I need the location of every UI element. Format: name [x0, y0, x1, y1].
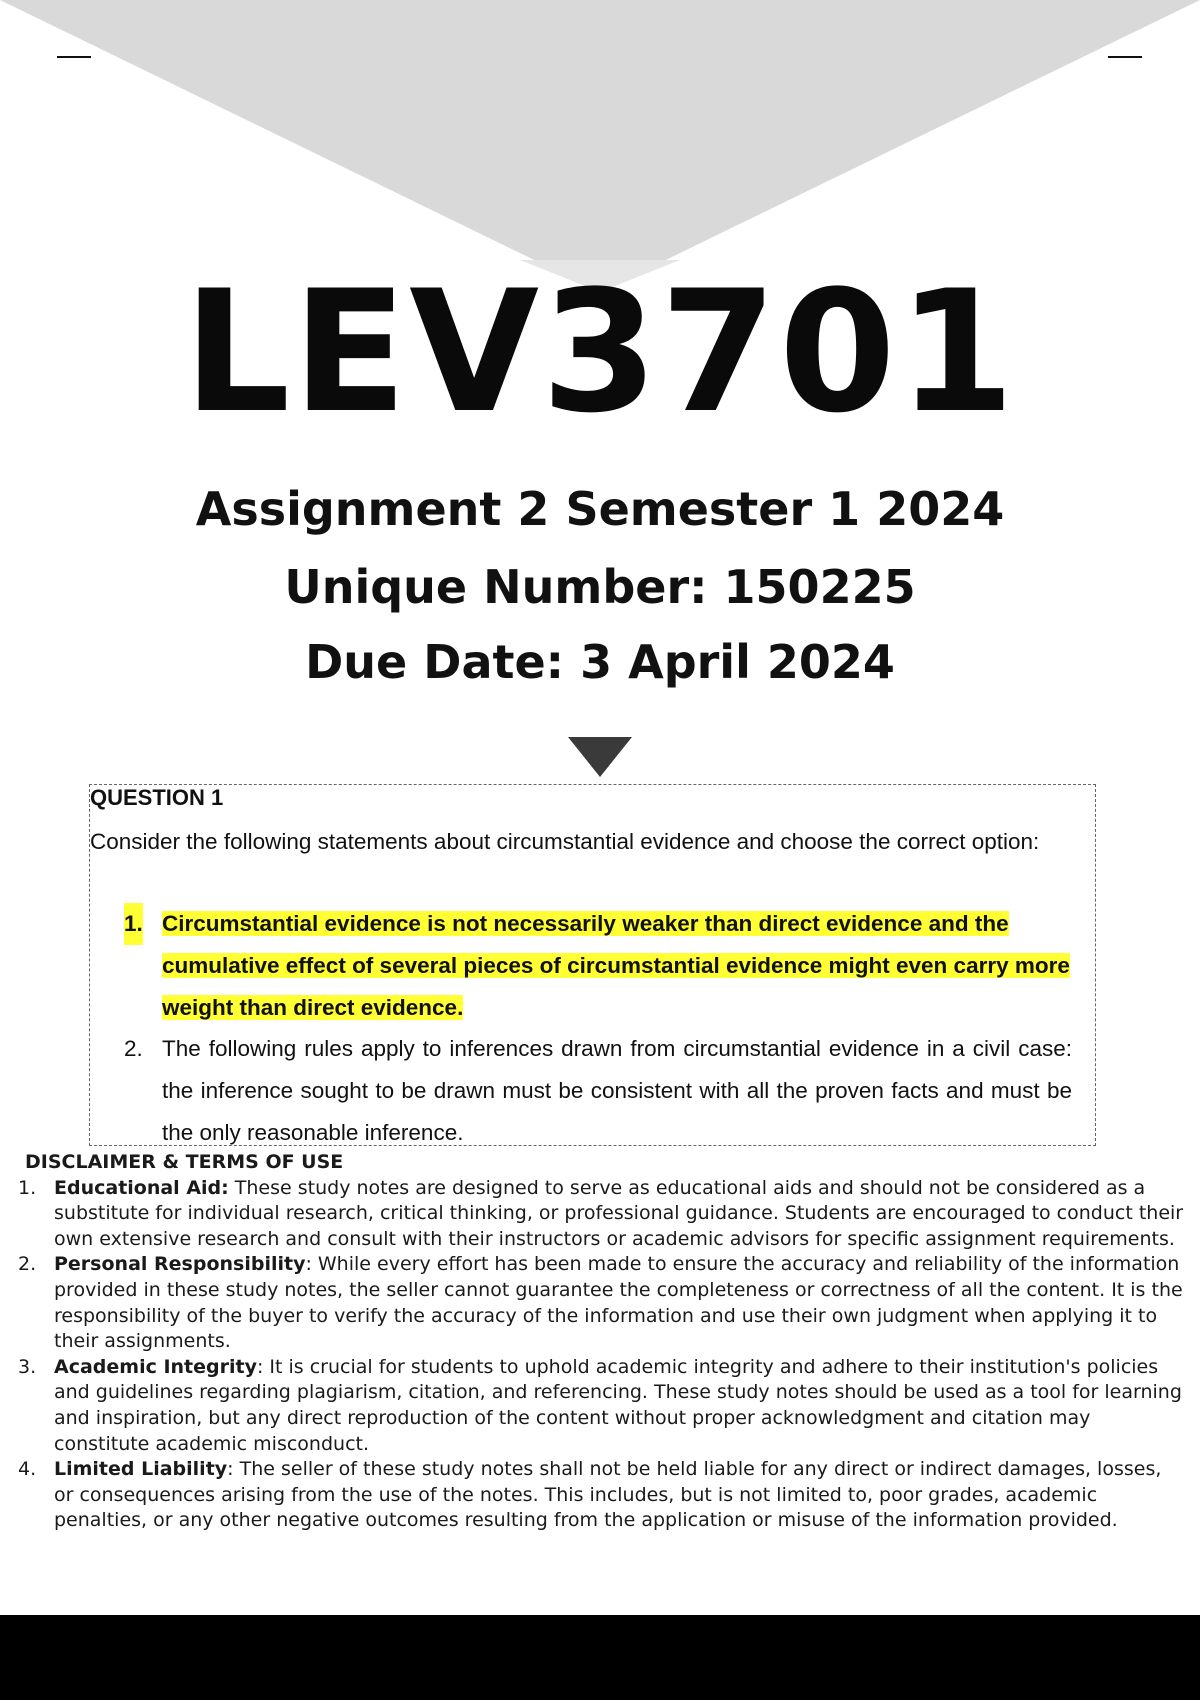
course-code-title: LEV3701 — [183, 254, 1017, 450]
assignment-subtitle: Assignment 2 Semester 1 2024 — [195, 482, 1005, 536]
option-text: The following rules apply to inferences drawn from circumstantial evidence in a civil case: the inference sought to be drawn must be consistent with all the proven facts and must be the only reasonable inference. — [162, 1036, 1072, 1145]
answer-option — [124, 1028, 1072, 1146]
disclaimer-item — [16, 1457, 1186, 1534]
disclaimer-item-label: Personal Responsibility — [54, 1253, 306, 1276]
question-heading: QUESTION 1 — [90, 785, 224, 810]
disclaimer-item-number: 1. — [18, 1176, 37, 1199]
disclaimer-item-label: Academic Integrity — [54, 1355, 257, 1378]
disclaimer-section — [16, 1150, 1186, 1534]
disclaimer-item-text: These study notes are designed to serve as educational aids and should not be considered as a substitute for individual research, critical thinking, or professional guidance. Students are encouraged to conduct their own extensive research and consult with their instructors or academic advisors for specific assignment requirements. — [54, 1176, 1184, 1250]
disclaimer-item — [16, 1252, 1186, 1354]
down-arrow-icon — [568, 737, 632, 777]
option-number: 1. — [124, 903, 143, 945]
disclaimer-item-number: 4. — [18, 1458, 37, 1481]
unique-number-line: Unique Number: 150225 — [284, 560, 916, 614]
disclaimer-item-text: : While every effort has been made to ensure the accuracy and reliability of the information provided in these study notes, the seller cannot guarantee the completeness or correctness of all the content. It is the responsibility of the buyer to verify the accuracy of the information and use their own judgment when applying it to their assignments. — [54, 1253, 1183, 1353]
disclaimer-item — [16, 1355, 1186, 1457]
answer-option-correct — [124, 903, 1072, 1029]
disclaimer-item-label: Educational Aid: — [54, 1176, 229, 1199]
disclaimer-item-number: 2. — [18, 1253, 37, 1276]
highlighted-answer-text: Circumstantial evidence is not necessarily weaker than direct evidence and the cumulative effect of several pieces of circumstantial evidence might even carry more weight than direct evidence. — [162, 911, 1070, 1020]
disclaimer-item-number: 3. — [18, 1355, 37, 1378]
question-preview-box — [89, 784, 1096, 1146]
disclaimer-item-label: Limited Liability — [54, 1458, 228, 1481]
disclaimer-item-text: : The seller of these study notes shall not be held liable for any direct or indirect damages, losses, or consequences arising from the use of the notes. This includes, but is not limited to, poor grades, academic penalties, or any other negative outcomes resulting from the application or misuse of the information provided. — [54, 1458, 1162, 1532]
corner-rule-left — [57, 56, 91, 58]
question-prompt: Consider the following statements about circumstantial evidence and choose the correct option: — [90, 829, 1040, 854]
option-number: 2. — [124, 1036, 143, 1061]
bottom-black-bar — [0, 1615, 1200, 1700]
corner-rule-right — [1108, 56, 1142, 58]
due-date-line: Due Date: 3 April 2024 — [305, 635, 895, 689]
disclaimer-title: DISCLAIMER & TERMS OF USE — [25, 1151, 344, 1173]
disclaimer-item-text: : It is crucial for students to uphold academic integrity and adhere to their institution's policies and guidelines regarding plagiarism, citation, and referencing. These study notes should be used as a tool for learning and inspiration, but any direct reproduction of the content without proper acknowledgment and citation may constitute academic misconduct. — [54, 1355, 1182, 1455]
disclaimer-item — [16, 1176, 1186, 1253]
